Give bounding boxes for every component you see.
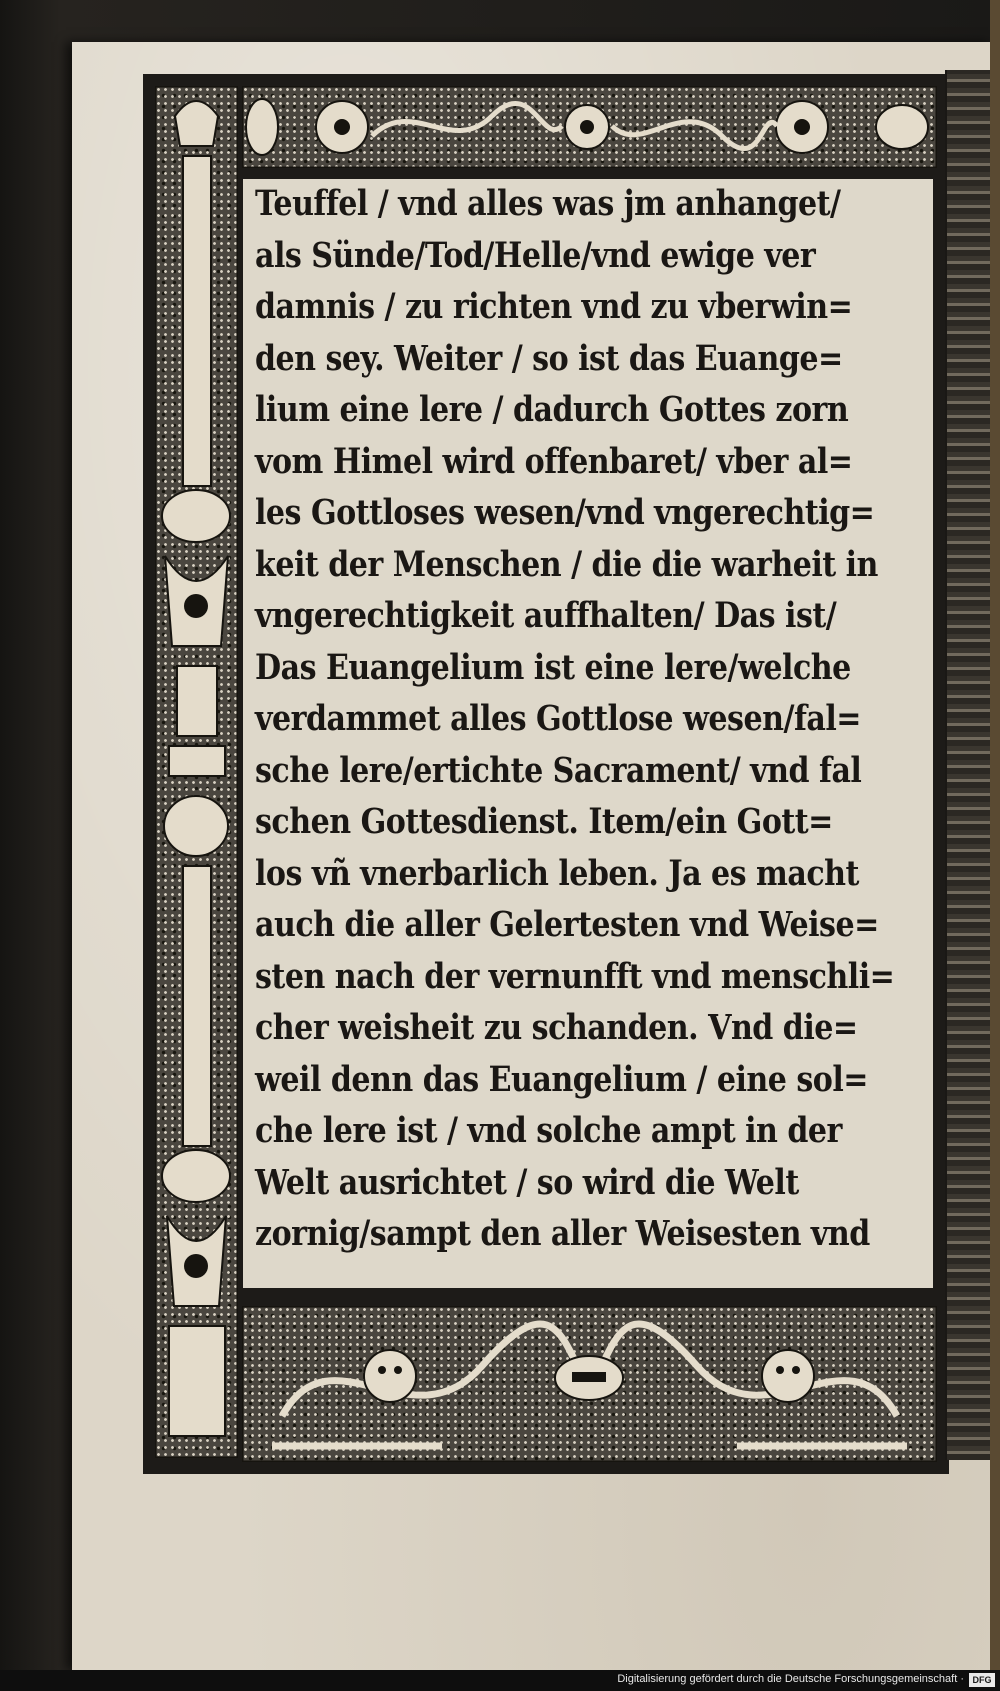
text-line: sche lere/ertichte Sacrament/ vnd fal [255, 749, 862, 791]
text-line: Das Euangelium ist eine lere/welche [255, 646, 851, 688]
funding-credit: Digitalisierung gefördert durch die Deutsche Forschungsgemeinschaft · [617, 1673, 964, 1685]
text-line: sten nach der vernunfft vnd menschli= [255, 955, 895, 997]
text-line: verdammet alles Gottlose wesen/fal= [255, 698, 861, 739]
page-edge [990, 0, 1000, 1691]
left-candelabra-column [155, 86, 238, 1458]
text-line: zornig/sampt den aller Weisesten vnd [255, 1213, 870, 1254]
text-line: lium eine lere / dadurch Gottes zorn [255, 389, 849, 430]
text-line: Welt ausrichtet / so wird die Welt [255, 1161, 799, 1203]
text-line: vom Himel wird offenbaret/ vber al= [255, 440, 853, 482]
text-line: als Sünde/Tod/Helle/vnd ewige ver [255, 234, 816, 276]
top-floral-ornament [242, 86, 937, 168]
adjacent-page-strip [945, 70, 992, 1460]
text-line: cher weisheit zu schanden. Vnd die= [255, 1007, 858, 1048]
text-line: schen Gottesdienst. Item/ein Gott= [255, 801, 833, 842]
body-text [255, 178, 935, 1260]
text-line: los vñ vnerbarlich leben. Ja es macht [255, 852, 859, 894]
text-line: den sey. Weiter / so ist das Euange= [255, 337, 843, 379]
dfg-logo: DFG [969, 1673, 995, 1687]
text-line: che lere ist / vnd solche ampt in der [255, 1110, 842, 1151]
bottom-acanthus-ornament [242, 1306, 937, 1462]
text-line: damnis / zu richten vnd zu vberwin= [255, 286, 853, 327]
text-line: keit der Menschen / die die warheit in [255, 543, 878, 585]
text-line: vngerechtigkeit auffhalten/ Das ist/ [255, 595, 837, 636]
text-line: les Gottloses wesen/vnd vngerechtig= [255, 492, 875, 533]
text-line: auch die aller Gelertesten vnd Weise= [255, 904, 879, 945]
text-line: Teuffel / vnd alles was jm anhanget/ [255, 183, 841, 224]
text-line: weil denn das Euangelium / eine sol= [255, 1058, 869, 1100]
